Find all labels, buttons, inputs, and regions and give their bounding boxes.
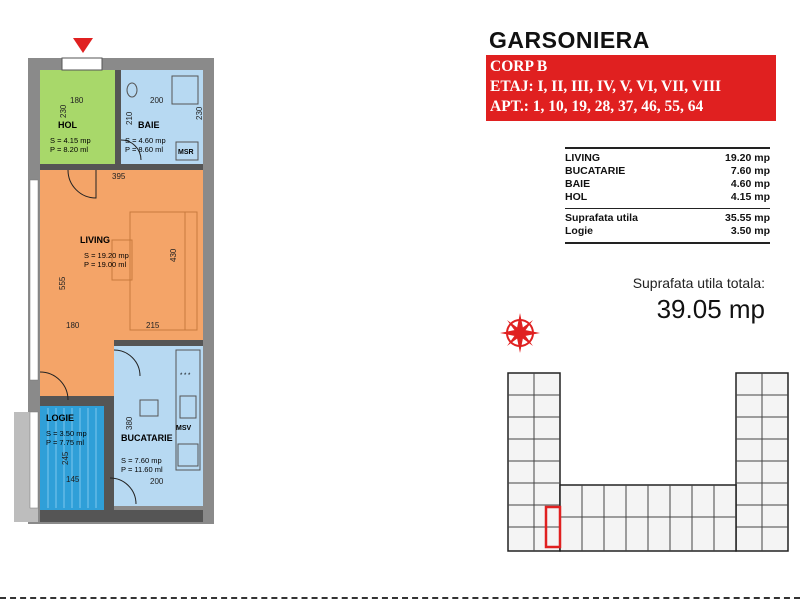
dim-buc-w: 200 [150,477,164,486]
area-name: BAIE [565,178,591,190]
area-name: HOL [565,191,588,203]
area-row [565,178,770,191]
logie-label: LOGIE [46,413,75,423]
total-name: Logie [565,225,593,237]
area-name: BUCATARIE [565,165,626,177]
dim-hol-h: 230 [59,104,68,118]
apartment-info-box [486,55,776,121]
area-name: LIVING [565,152,601,164]
living-perimeter: P = 19.00 ml [84,260,127,269]
bucatarie-area: S = 7.60 mp [121,456,162,465]
area-row [565,191,770,204]
site-plan [490,305,800,565]
areas-table [565,147,770,244]
stove-label: * * * [180,373,191,379]
logie-area: S = 3.50 mp [46,429,87,438]
baie-perimeter: P = 8.60 ml [125,145,164,154]
area-value: 19.20 mp [725,152,770,164]
baie-label: BAIE [138,120,160,130]
etaj-line: ETAJ: I, II, III, IV, V, VI, VII, VIII [490,78,722,95]
living-area: S = 19.20 mp [84,251,129,260]
area-value: 4.60 mp [730,178,770,190]
dim-living-h: 555 [58,276,67,290]
total-value: 3.50 mp [730,225,770,237]
total-value: 35.55 mp [725,212,770,224]
logie-perimeter: P = 7.75 ml [46,438,85,447]
dim-living-b2: 215 [146,321,160,330]
area-value: 7.60 mp [730,165,770,177]
total-row [565,225,770,244]
bucatarie-perimeter: P = 11.60 ml [121,465,163,474]
entrance-door [62,58,102,70]
page-title: GARSONIERA [489,27,650,53]
dim-living-top: 395 [112,172,126,181]
living-label: LIVING [80,235,111,245]
logie-window [30,412,38,508]
total-area-value: 39.05 mp [656,294,765,324]
msv-label: MSV [176,425,192,432]
hol-area: S = 4.15 mp [50,136,91,145]
dim-baie-h1: 210 [125,111,134,125]
living-window [30,180,38,380]
bucatarie-label: BUCATARIE [121,433,173,443]
hol-label: HOL [58,120,77,130]
hol-perimeter: P = 8.20 ml [50,145,89,154]
area-value: 4.15 mp [730,191,770,203]
total-row [565,212,770,225]
dim-buc-h: 380 [125,416,134,430]
corp-line: CORP B [490,58,548,75]
area-row [565,152,770,165]
dim-living-r: 430 [169,248,178,262]
dim-living-b1: 180 [66,321,80,330]
apt-line: APT.: 1, 10, 19, 28, 37, 46, 55, 64 [490,98,704,115]
area-row [565,165,770,178]
dashed-divider [0,597,800,599]
total-name: Suprafata utila [565,212,638,224]
dim-logie-h: 245 [61,451,70,465]
dim-logie-w: 145 [66,475,80,484]
total-area-label: Suprafata utila totala: [632,275,765,291]
living-nook [40,336,114,396]
dim-baie-h2: 230 [195,106,204,120]
dim-baie-w: 200 [150,96,164,105]
msr-label: MSR [178,149,194,156]
floor-plan [0,0,240,540]
table-divider [565,208,770,209]
dim-hol-w: 180 [70,96,84,105]
compass-rose-icon [500,313,540,353]
entrance-arrow-icon [73,38,93,53]
baie-area: S = 4.60 mp [125,136,166,145]
